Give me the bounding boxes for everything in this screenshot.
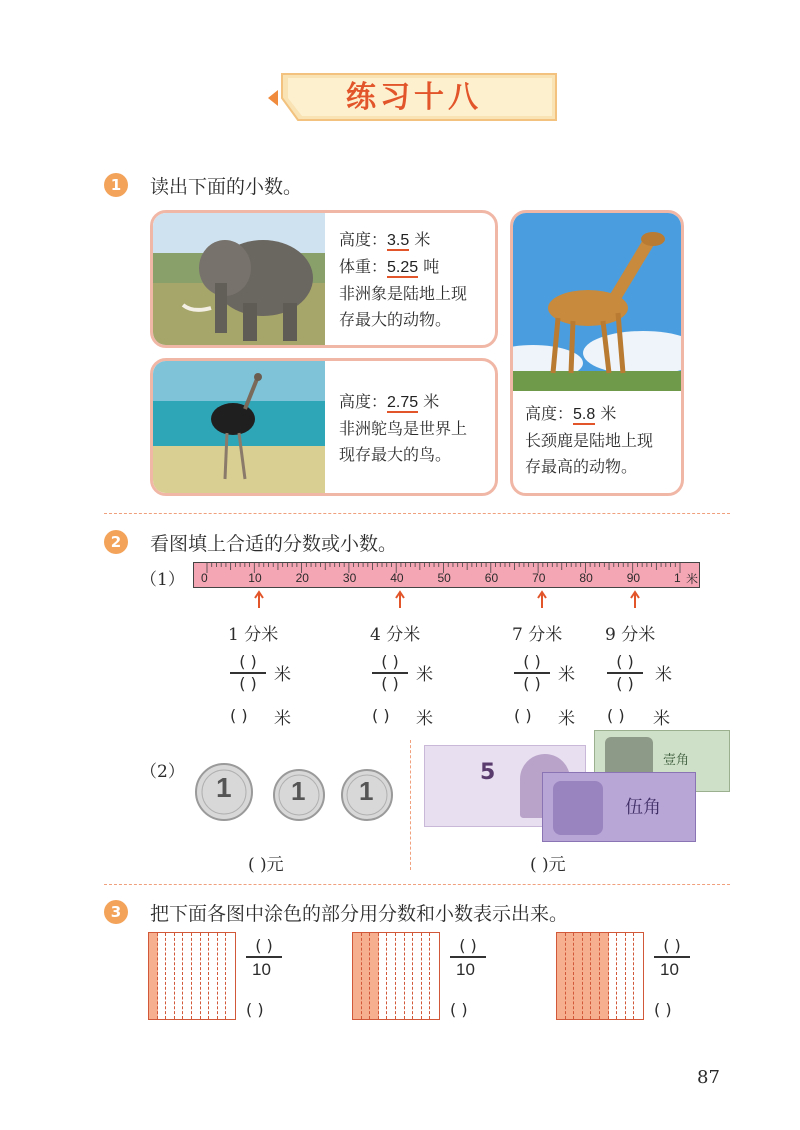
item-4dm [370, 620, 450, 730]
giraffe-desc-2: 存最高的动物。 [525, 457, 638, 476]
giraffe-height-value: 5.8 [573, 406, 596, 423]
elephant-desc-2: 存最大的动物。 [339, 310, 452, 329]
giraffe-desc-1: 长颈鹿是陆地上现 [525, 431, 654, 450]
item-label: 9 分米 [605, 625, 656, 645]
decimal-unit: 米 [558, 709, 575, 729]
fraction-denominator-blank[interactable]: ( ) [381, 674, 399, 693]
item-label: 7 分米 [512, 625, 563, 645]
ostrich-desc-2: 现存最大的鸟。 [339, 445, 452, 464]
question-number-3: 3 [104, 900, 128, 924]
section-divider [104, 884, 730, 885]
elephant-height-prefix: 高度： [339, 230, 388, 249]
question-1-prompt: 读出下面的小数。 [150, 176, 303, 198]
fraction-numerator-blank[interactable]: ( ) [450, 936, 486, 958]
decimal-unit: 米 [274, 709, 291, 729]
item-9dm [605, 620, 685, 730]
fraction-unit: 米 [274, 665, 291, 685]
shaded-grid [148, 932, 236, 1020]
shaded-column [557, 933, 566, 1019]
decimal-blank[interactable]: ( ) [372, 706, 390, 725]
ostrich-height-unit: 米 [423, 392, 440, 411]
ruler-tick-label: 90 [626, 571, 641, 585]
shaded-column [370, 933, 379, 1019]
ostrich-height-prefix: 高度： [339, 392, 388, 411]
grid-column [218, 933, 227, 1019]
fraction-unit: 米 [558, 665, 575, 685]
giraffe-text [525, 401, 683, 480]
ruler-unit: 米 [686, 572, 699, 586]
fraction-numerator-blank[interactable]: ( ) [246, 936, 282, 958]
fraction-denominator-blank[interactable]: ( ) [239, 674, 257, 693]
elephant-image [153, 213, 325, 345]
question-number-2: 2 [104, 530, 128, 554]
fraction-numerator-blank[interactable]: ( ) [607, 652, 643, 674]
shaded-column [591, 933, 600, 1019]
ruler [193, 562, 700, 588]
grid-column [609, 933, 618, 1019]
note-one-jiao-label: 壹角 [663, 753, 690, 768]
grid-column [626, 933, 635, 1019]
shaded-column [600, 933, 609, 1019]
grid-column [387, 933, 396, 1019]
fraction-numerator-blank[interactable]: ( ) [230, 652, 266, 674]
decimal-blank[interactable]: ( ) [654, 1000, 672, 1019]
fraction-numerator-blank[interactable]: ( ) [514, 652, 550, 674]
decimal-blank[interactable]: ( ) [607, 706, 625, 725]
ostrich-image [153, 361, 325, 493]
coin-value: 1 [216, 772, 232, 803]
ostrich-card [150, 358, 498, 496]
shaded-column [566, 933, 575, 1019]
fraction-numerator-blank[interactable]: ( ) [372, 652, 408, 674]
grid-column [209, 933, 218, 1019]
fraction-denominator: 10 [660, 960, 679, 979]
question-2-prompt: 看图填上合适的分数或小数。 [150, 533, 398, 555]
elephant-text [339, 227, 497, 333]
note-jiao-label: 伍角 [625, 797, 661, 818]
fraction-unit: 米 [416, 665, 433, 685]
grid-column [422, 933, 431, 1019]
question-number-1: 1 [104, 173, 128, 197]
decimal-blank[interactable]: ( ) [450, 1000, 468, 1019]
fraction-denominator: 10 [456, 960, 475, 979]
shaded-column [362, 933, 371, 1019]
part-2-divider [410, 740, 411, 870]
ruler-tick-label: 1 [674, 571, 681, 585]
grid-column [379, 933, 388, 1019]
ostrich-text [339, 389, 497, 468]
coin-2 [272, 768, 326, 826]
grid-column [201, 933, 210, 1019]
coin-1 [194, 762, 254, 826]
fraction-unit: 米 [655, 665, 672, 685]
note-five-label: 5 [480, 760, 496, 785]
coin-value: 1 [291, 776, 306, 806]
ruler-tick-label: 60 [484, 571, 499, 585]
page-title: 练习十八 [346, 80, 482, 115]
portrait-icon [553, 781, 603, 835]
item-label: 4 分米 [370, 625, 421, 645]
grid-column [405, 933, 414, 1019]
grid-column [413, 933, 422, 1019]
decimal-blank[interactable]: ( ) [230, 706, 248, 725]
elephant-desc-1: 非洲象是陆地上现 [339, 284, 468, 303]
coins-answer[interactable]: ( )元 [248, 855, 284, 875]
grid-column [396, 933, 405, 1019]
elephant-weight-prefix: 体重： [339, 257, 388, 276]
grid-column [166, 933, 175, 1019]
giraffe-image [513, 213, 681, 391]
ruler-arrows [250, 590, 650, 610]
decimal-blank[interactable]: ( ) [246, 1000, 264, 1019]
ruler-tick-label: 10 [248, 571, 262, 585]
coin-3 [340, 768, 394, 826]
decimal-unit: 米 [416, 709, 433, 729]
fraction-denominator: 10 [252, 960, 271, 979]
item-7dm [512, 620, 592, 730]
ruler-tick-label: 70 [532, 571, 546, 585]
giraffe-card [510, 210, 684, 496]
ruler-tick-label: 80 [579, 571, 593, 585]
grid-column [158, 933, 167, 1019]
elephant-height-value: 3.5 [387, 232, 410, 249]
part-2-label: （2） [140, 762, 185, 782]
grid-column [175, 933, 184, 1019]
shaded-column [149, 933, 158, 1019]
item-1dm [228, 620, 308, 730]
shaded-column [574, 933, 583, 1019]
coin-value: 1 [359, 776, 374, 806]
question-3-prompt: 把下面各图中涂色的部分用分数和小数表示出来。 [150, 903, 569, 925]
grid-column [430, 933, 439, 1019]
elephant-weight-value: 5.25 [387, 259, 419, 276]
shaded-column [583, 933, 592, 1019]
part-1-label: （1） [140, 570, 185, 590]
shaded-column [353, 933, 362, 1019]
grid-column [226, 933, 235, 1019]
item-label: 1 分米 [228, 625, 279, 645]
grid-column [192, 933, 201, 1019]
ruler-tick-label: 0 [201, 571, 208, 585]
fraction-numerator-blank[interactable]: ( ) [654, 936, 690, 958]
elephant-card [150, 210, 498, 348]
ruler-tick-label: 50 [437, 571, 451, 585]
ostrich-height-value: 2.75 [387, 394, 419, 411]
notes-answer[interactable]: ( )元 [530, 855, 566, 875]
decimal-blank[interactable]: ( ) [514, 706, 532, 725]
grid-column [183, 933, 192, 1019]
fraction-denominator-blank[interactable]: ( ) [523, 674, 541, 693]
shaded-grid [556, 932, 644, 1020]
giraffe-height-unit: 米 [600, 404, 617, 423]
ruler-tick-label: 30 [342, 571, 357, 585]
grid-column [617, 933, 626, 1019]
giraffe-height-prefix: 高度： [525, 404, 574, 423]
fraction-denominator-blank[interactable]: ( ) [616, 674, 634, 693]
shaded-grid [352, 932, 440, 1020]
title-banner [268, 72, 560, 124]
ostrich-desc-1: 非洲鸵鸟是世界上 [339, 419, 468, 438]
elephant-weight-unit: 吨 [423, 257, 440, 276]
ruler-tick-label: 40 [390, 571, 404, 585]
page-number: 87 [697, 1067, 720, 1088]
grid-column [634, 933, 643, 1019]
elephant-height-unit: 米 [414, 230, 431, 249]
ruler-tick-label: 20 [295, 571, 309, 585]
decimal-unit: 米 [653, 709, 670, 729]
five-jiao-note [542, 772, 696, 842]
section-divider [104, 513, 730, 514]
